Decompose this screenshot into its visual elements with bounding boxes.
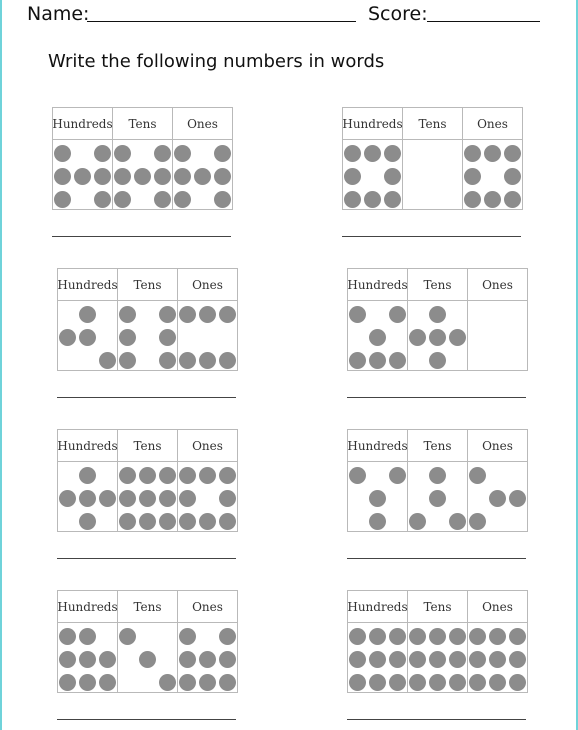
counter-dot [449, 674, 466, 691]
column-header-tens: Tens [118, 430, 178, 462]
counter-dot [139, 490, 156, 507]
counter-dot [179, 352, 196, 369]
counter-dot [114, 145, 131, 162]
counter-dot [349, 674, 366, 691]
place-value-chart-3 [57, 268, 238, 371]
counter-dot [54, 191, 71, 208]
counter-dot [464, 168, 481, 185]
hundreds-cell [58, 301, 118, 371]
counter-dot [199, 513, 216, 530]
counter-dot [119, 306, 136, 323]
counter-dot [79, 329, 96, 346]
counter-dot [139, 467, 156, 484]
counter-dot [344, 191, 361, 208]
counter-dot [489, 628, 506, 645]
counter-dot [429, 306, 446, 323]
column-header-tens: Tens [408, 269, 468, 301]
counter-dot [384, 191, 401, 208]
ones-cell [178, 462, 238, 532]
counter-dot [99, 352, 116, 369]
counter-dot [409, 628, 426, 645]
column-header-ones: Ones [178, 269, 238, 301]
counter-dot [429, 329, 446, 346]
counter-dot [139, 513, 156, 530]
counter-dot [59, 674, 76, 691]
counter-dot [159, 467, 176, 484]
score-label: Score: [368, 3, 428, 25]
counter-dot [489, 490, 506, 507]
counter-dot [94, 191, 111, 208]
counter-dot [349, 467, 366, 484]
column-header-hundreds: Hundreds [348, 430, 408, 462]
answer-line-5[interactable] [57, 558, 236, 559]
column-header-tens: Tens [118, 269, 178, 301]
counter-dot [369, 674, 386, 691]
counter-dot [174, 168, 191, 185]
counter-dot [504, 145, 521, 162]
counter-dot [369, 513, 386, 530]
answer-line-6[interactable] [347, 558, 526, 559]
place-value-chart-7 [57, 590, 238, 693]
column-header-hundreds: Hundreds [53, 108, 113, 140]
counter-dot [429, 352, 446, 369]
place-value-chart-8 [347, 590, 528, 693]
counter-dot [429, 490, 446, 507]
hundreds-cell [348, 462, 408, 532]
counter-dot [99, 490, 116, 507]
counter-dot [79, 651, 96, 668]
counter-dot [449, 329, 466, 346]
column-header-tens: Tens [408, 591, 468, 623]
counter-dot [509, 674, 526, 691]
counter-dot [59, 329, 76, 346]
counter-dot [349, 651, 366, 668]
column-header-ones: Ones [468, 591, 528, 623]
counter-dot [159, 306, 176, 323]
counter-dot [194, 168, 211, 185]
counter-dot [179, 467, 196, 484]
counter-dot [469, 674, 486, 691]
counter-dot [159, 329, 176, 346]
answer-line-1[interactable] [52, 236, 231, 237]
counter-dot [369, 490, 386, 507]
counter-dot [79, 467, 96, 484]
answer-line-4[interactable] [347, 397, 526, 398]
counter-dot [449, 628, 466, 645]
counter-dot [369, 352, 386, 369]
counter-dot [369, 329, 386, 346]
column-header-ones: Ones [463, 108, 523, 140]
counter-dot [154, 168, 171, 185]
counter-dot [464, 145, 481, 162]
counter-dot [119, 329, 136, 346]
counter-dot [119, 490, 136, 507]
counter-dot [199, 467, 216, 484]
counter-dot [429, 651, 446, 668]
counter-dot [199, 651, 216, 668]
counter-dot [119, 513, 136, 530]
place-value-chart-4 [347, 268, 528, 371]
place-value-chart-6 [347, 429, 528, 532]
tens-cell [118, 462, 178, 532]
counter-dot [94, 168, 111, 185]
counter-dot [489, 674, 506, 691]
column-header-hundreds: Hundreds [343, 108, 403, 140]
counter-dot [114, 168, 131, 185]
answer-line-2[interactable] [342, 236, 521, 237]
counter-dot [119, 352, 136, 369]
counter-dot [159, 674, 176, 691]
hundreds-cell [53, 140, 113, 210]
tens-cell [408, 462, 468, 532]
counter-dot [409, 329, 426, 346]
hundreds-cell [348, 623, 408, 693]
counter-dot [389, 467, 406, 484]
counter-dot [429, 467, 446, 484]
answer-line-7[interactable] [57, 719, 236, 720]
column-header-hundreds: Hundreds [348, 591, 408, 623]
counter-dot [469, 513, 486, 530]
instruction-text: Write the following numbers in words [48, 51, 385, 72]
column-header-ones: Ones [178, 430, 238, 462]
counter-dot [214, 168, 231, 185]
hundreds-cell [343, 140, 403, 210]
counter-dot [349, 628, 366, 645]
counter-dot [219, 467, 236, 484]
counter-dot [389, 306, 406, 323]
counter-dot [154, 145, 171, 162]
counter-dot [369, 651, 386, 668]
column-header-hundreds: Hundreds [58, 591, 118, 623]
counter-dot [409, 651, 426, 668]
counter-dot [179, 513, 196, 530]
counter-dot [179, 490, 196, 507]
counter-dot [344, 145, 361, 162]
counter-dot [389, 651, 406, 668]
column-header-tens: Tens [113, 108, 173, 140]
counter-dot [469, 628, 486, 645]
ones-cell [173, 140, 233, 210]
counter-dot [509, 490, 526, 507]
answer-line-3[interactable] [57, 397, 236, 398]
counter-dot [59, 490, 76, 507]
counter-dot [389, 674, 406, 691]
place-value-chart-2 [342, 107, 523, 210]
counter-dot [484, 145, 501, 162]
counter-dot [219, 306, 236, 323]
name-label: Name: [27, 3, 90, 25]
counter-dot [174, 145, 191, 162]
counter-dot [119, 467, 136, 484]
counter-dot [199, 674, 216, 691]
ones-cell [468, 462, 528, 532]
column-header-ones: Ones [468, 269, 528, 301]
counter-dot [214, 191, 231, 208]
column-header-hundreds: Hundreds [58, 430, 118, 462]
counter-dot [389, 352, 406, 369]
counter-dot [134, 168, 151, 185]
counter-dot [79, 490, 96, 507]
counter-dot [344, 168, 361, 185]
counter-dot [449, 513, 466, 530]
counter-dot [504, 191, 521, 208]
counter-dot [174, 191, 191, 208]
counter-dot [159, 490, 176, 507]
hundreds-cell [348, 301, 408, 371]
ones-cell [463, 140, 523, 210]
counter-dot [139, 651, 156, 668]
counter-dot [409, 674, 426, 691]
counter-dot [364, 145, 381, 162]
column-header-ones: Ones [178, 591, 238, 623]
counter-dot [99, 651, 116, 668]
counter-dot [159, 352, 176, 369]
counter-dot [179, 306, 196, 323]
counter-dot [349, 306, 366, 323]
column-header-ones: Ones [468, 430, 528, 462]
counter-dot [504, 168, 521, 185]
column-header-tens: Tens [403, 108, 463, 140]
counter-dot [409, 513, 426, 530]
place-value-chart-5 [57, 429, 238, 532]
counter-dot [219, 674, 236, 691]
counter-dot [59, 651, 76, 668]
hundreds-cell [58, 623, 118, 693]
counter-dot [99, 674, 116, 691]
counter-dot [79, 513, 96, 530]
counter-dot [484, 191, 501, 208]
tens-cell [118, 301, 178, 371]
counter-dot [469, 651, 486, 668]
counter-dot [509, 651, 526, 668]
score-answer-line[interactable] [427, 21, 540, 22]
column-header-tens: Tens [118, 591, 178, 623]
counter-dot [219, 651, 236, 668]
counter-dot [219, 513, 236, 530]
counter-dot [429, 674, 446, 691]
counter-dot [384, 145, 401, 162]
counter-dot [74, 168, 91, 185]
counter-dot [54, 145, 71, 162]
counter-dot [179, 651, 196, 668]
counter-dot [219, 628, 236, 645]
counter-dot [469, 467, 486, 484]
counter-dot [389, 628, 406, 645]
counter-dot [489, 651, 506, 668]
column-header-tens: Tens [408, 430, 468, 462]
counter-dot [114, 191, 131, 208]
counter-dot [429, 628, 446, 645]
counter-dot [119, 628, 136, 645]
answer-line-8[interactable] [347, 719, 526, 720]
counter-dot [384, 168, 401, 185]
counter-dot [449, 651, 466, 668]
name-answer-line[interactable] [87, 21, 356, 22]
counter-dot [94, 145, 111, 162]
counter-dot [79, 628, 96, 645]
tens-cell [403, 140, 463, 210]
counter-dot [464, 191, 481, 208]
counter-dot [349, 352, 366, 369]
ones-cell [178, 301, 238, 371]
counter-dot [154, 191, 171, 208]
column-header-hundreds: Hundreds [58, 269, 118, 301]
counter-dot [214, 145, 231, 162]
ones-cell [178, 623, 238, 693]
counter-dot [509, 628, 526, 645]
place-value-chart-1 [52, 107, 233, 210]
counter-dot [219, 352, 236, 369]
tens-cell [408, 301, 468, 371]
hundreds-cell [58, 462, 118, 532]
counter-dot [369, 628, 386, 645]
counter-dot [199, 306, 216, 323]
counter-dot [59, 628, 76, 645]
tens-cell [113, 140, 173, 210]
counter-dot [219, 490, 236, 507]
ones-cell [468, 623, 528, 693]
counter-dot [54, 168, 71, 185]
counter-dot [79, 674, 96, 691]
tens-cell [118, 623, 178, 693]
counter-dot [199, 352, 216, 369]
column-header-hundreds: Hundreds [348, 269, 408, 301]
column-header-ones: Ones [173, 108, 233, 140]
counter-dot [179, 674, 196, 691]
counter-dot [79, 306, 96, 323]
counter-dot [179, 628, 196, 645]
tens-cell [408, 623, 468, 693]
ones-cell [468, 301, 528, 371]
counter-dot [364, 191, 381, 208]
counter-dot [159, 513, 176, 530]
